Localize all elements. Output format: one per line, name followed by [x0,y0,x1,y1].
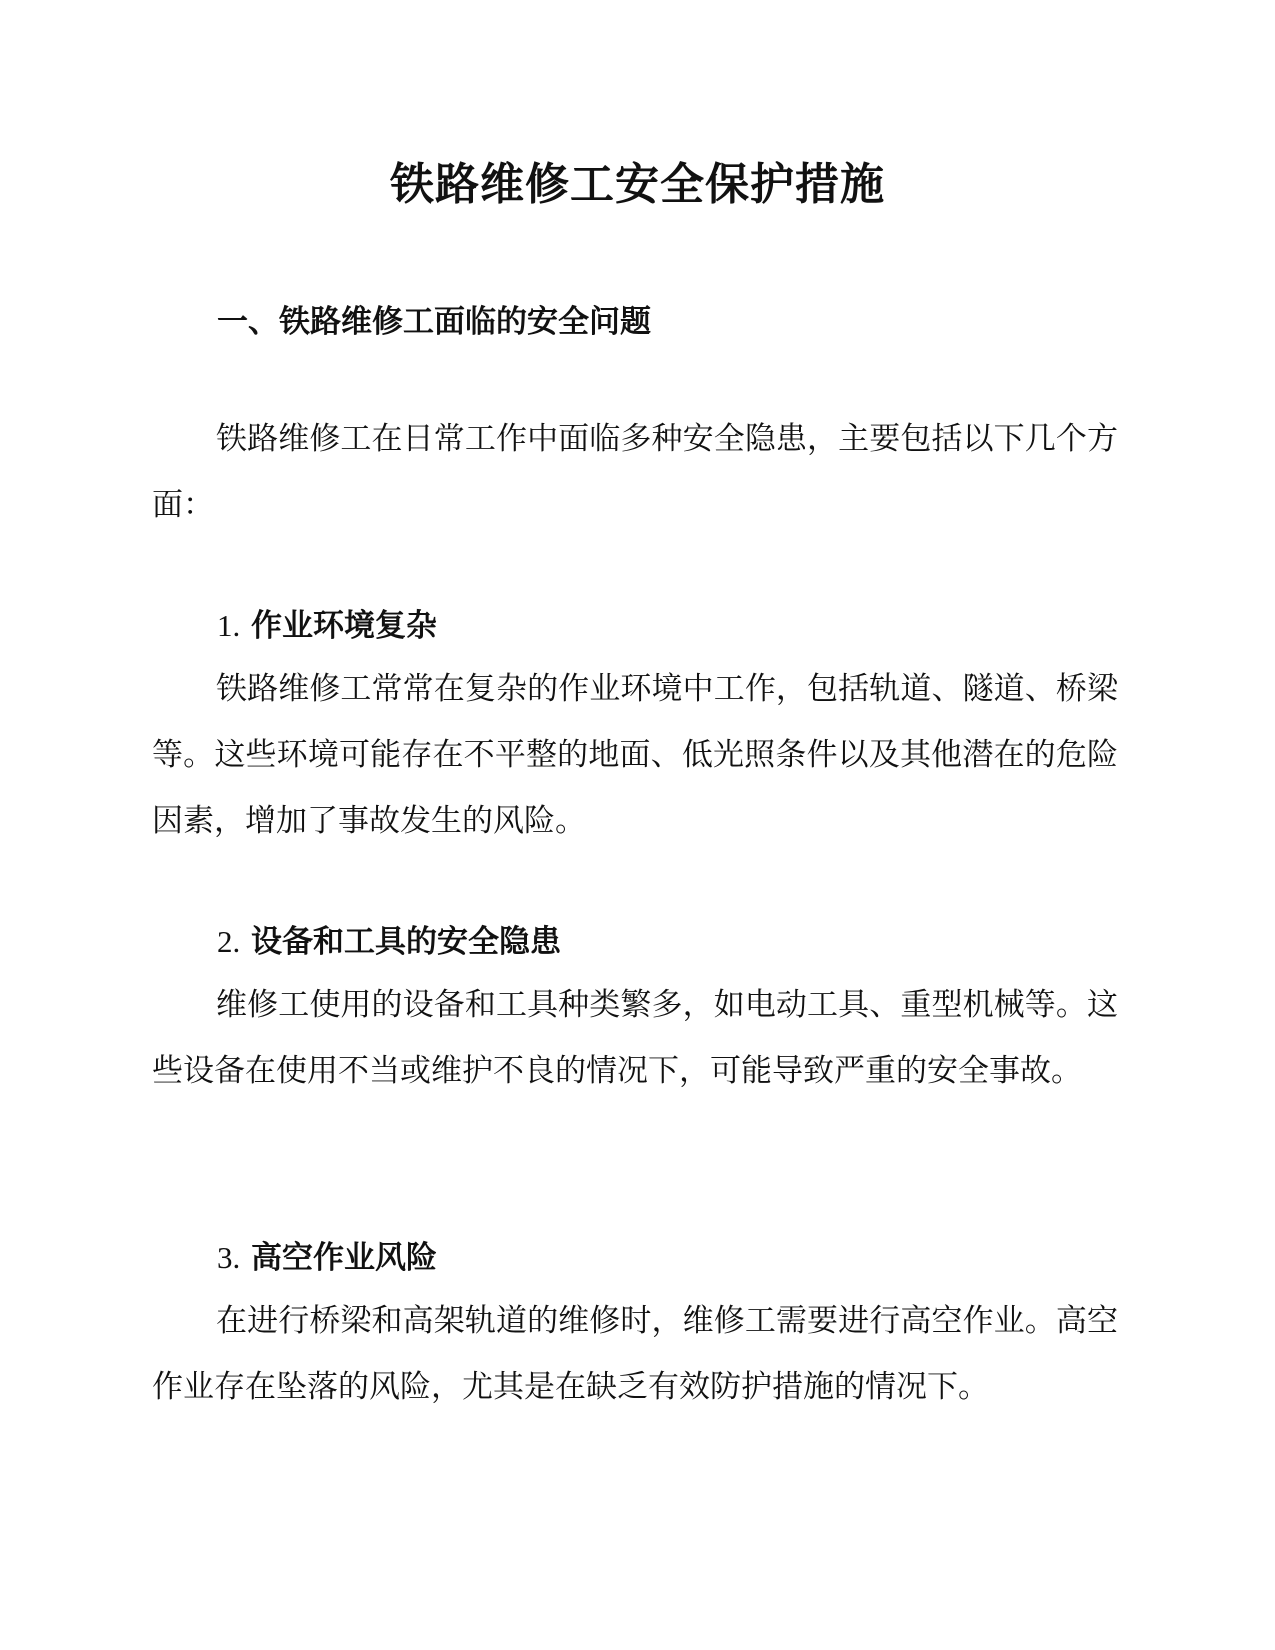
item-2-title: 设备和工具的安全隐患 [251,924,562,960]
section-heading: 一、铁路维修工面临的安全问题 [217,304,651,340]
document-title: 铁路维修工安全保护措施 [390,159,885,210]
item-1-title: 作业环境复杂 [251,608,438,644]
item-3-paragraph: 在进行桥梁和高架轨道的维修时，维修工需要进行高空作业。高空作业存在坠落的风险，尤其是在缺乏有效防护措施的情况下。 [152,1303,1118,1405]
item-3-number: 3. [217,1240,241,1275]
intro-paragraph: 铁路维修工在日常工作中面临多种安全隐患，主要包括以下几个方面： [152,421,1118,523]
item-1-heading [217,600,437,652]
item-1-paragraph: 铁路维修工常常在复杂的作业环境中工作，包括轨道、隧道、桥梁等。这些环境可能存在不平整的地面、低光照条件以及其他潜在的危险因素，增加了事故发生的风险。 [152,671,1118,839]
item-2-number: 2. [217,924,241,959]
item-3-title: 高空作业风险 [251,1240,438,1276]
item-2-paragraph: 维修工使用的设备和工具种类繁多，如电动工具、重型机械等。这些设备在使用不当或维护不良的情况下，可能导致严重的安全事故。 [152,987,1118,1089]
item-2-heading [217,916,561,968]
item-3-heading [217,1232,437,1284]
item-1-number: 1. [217,608,241,643]
